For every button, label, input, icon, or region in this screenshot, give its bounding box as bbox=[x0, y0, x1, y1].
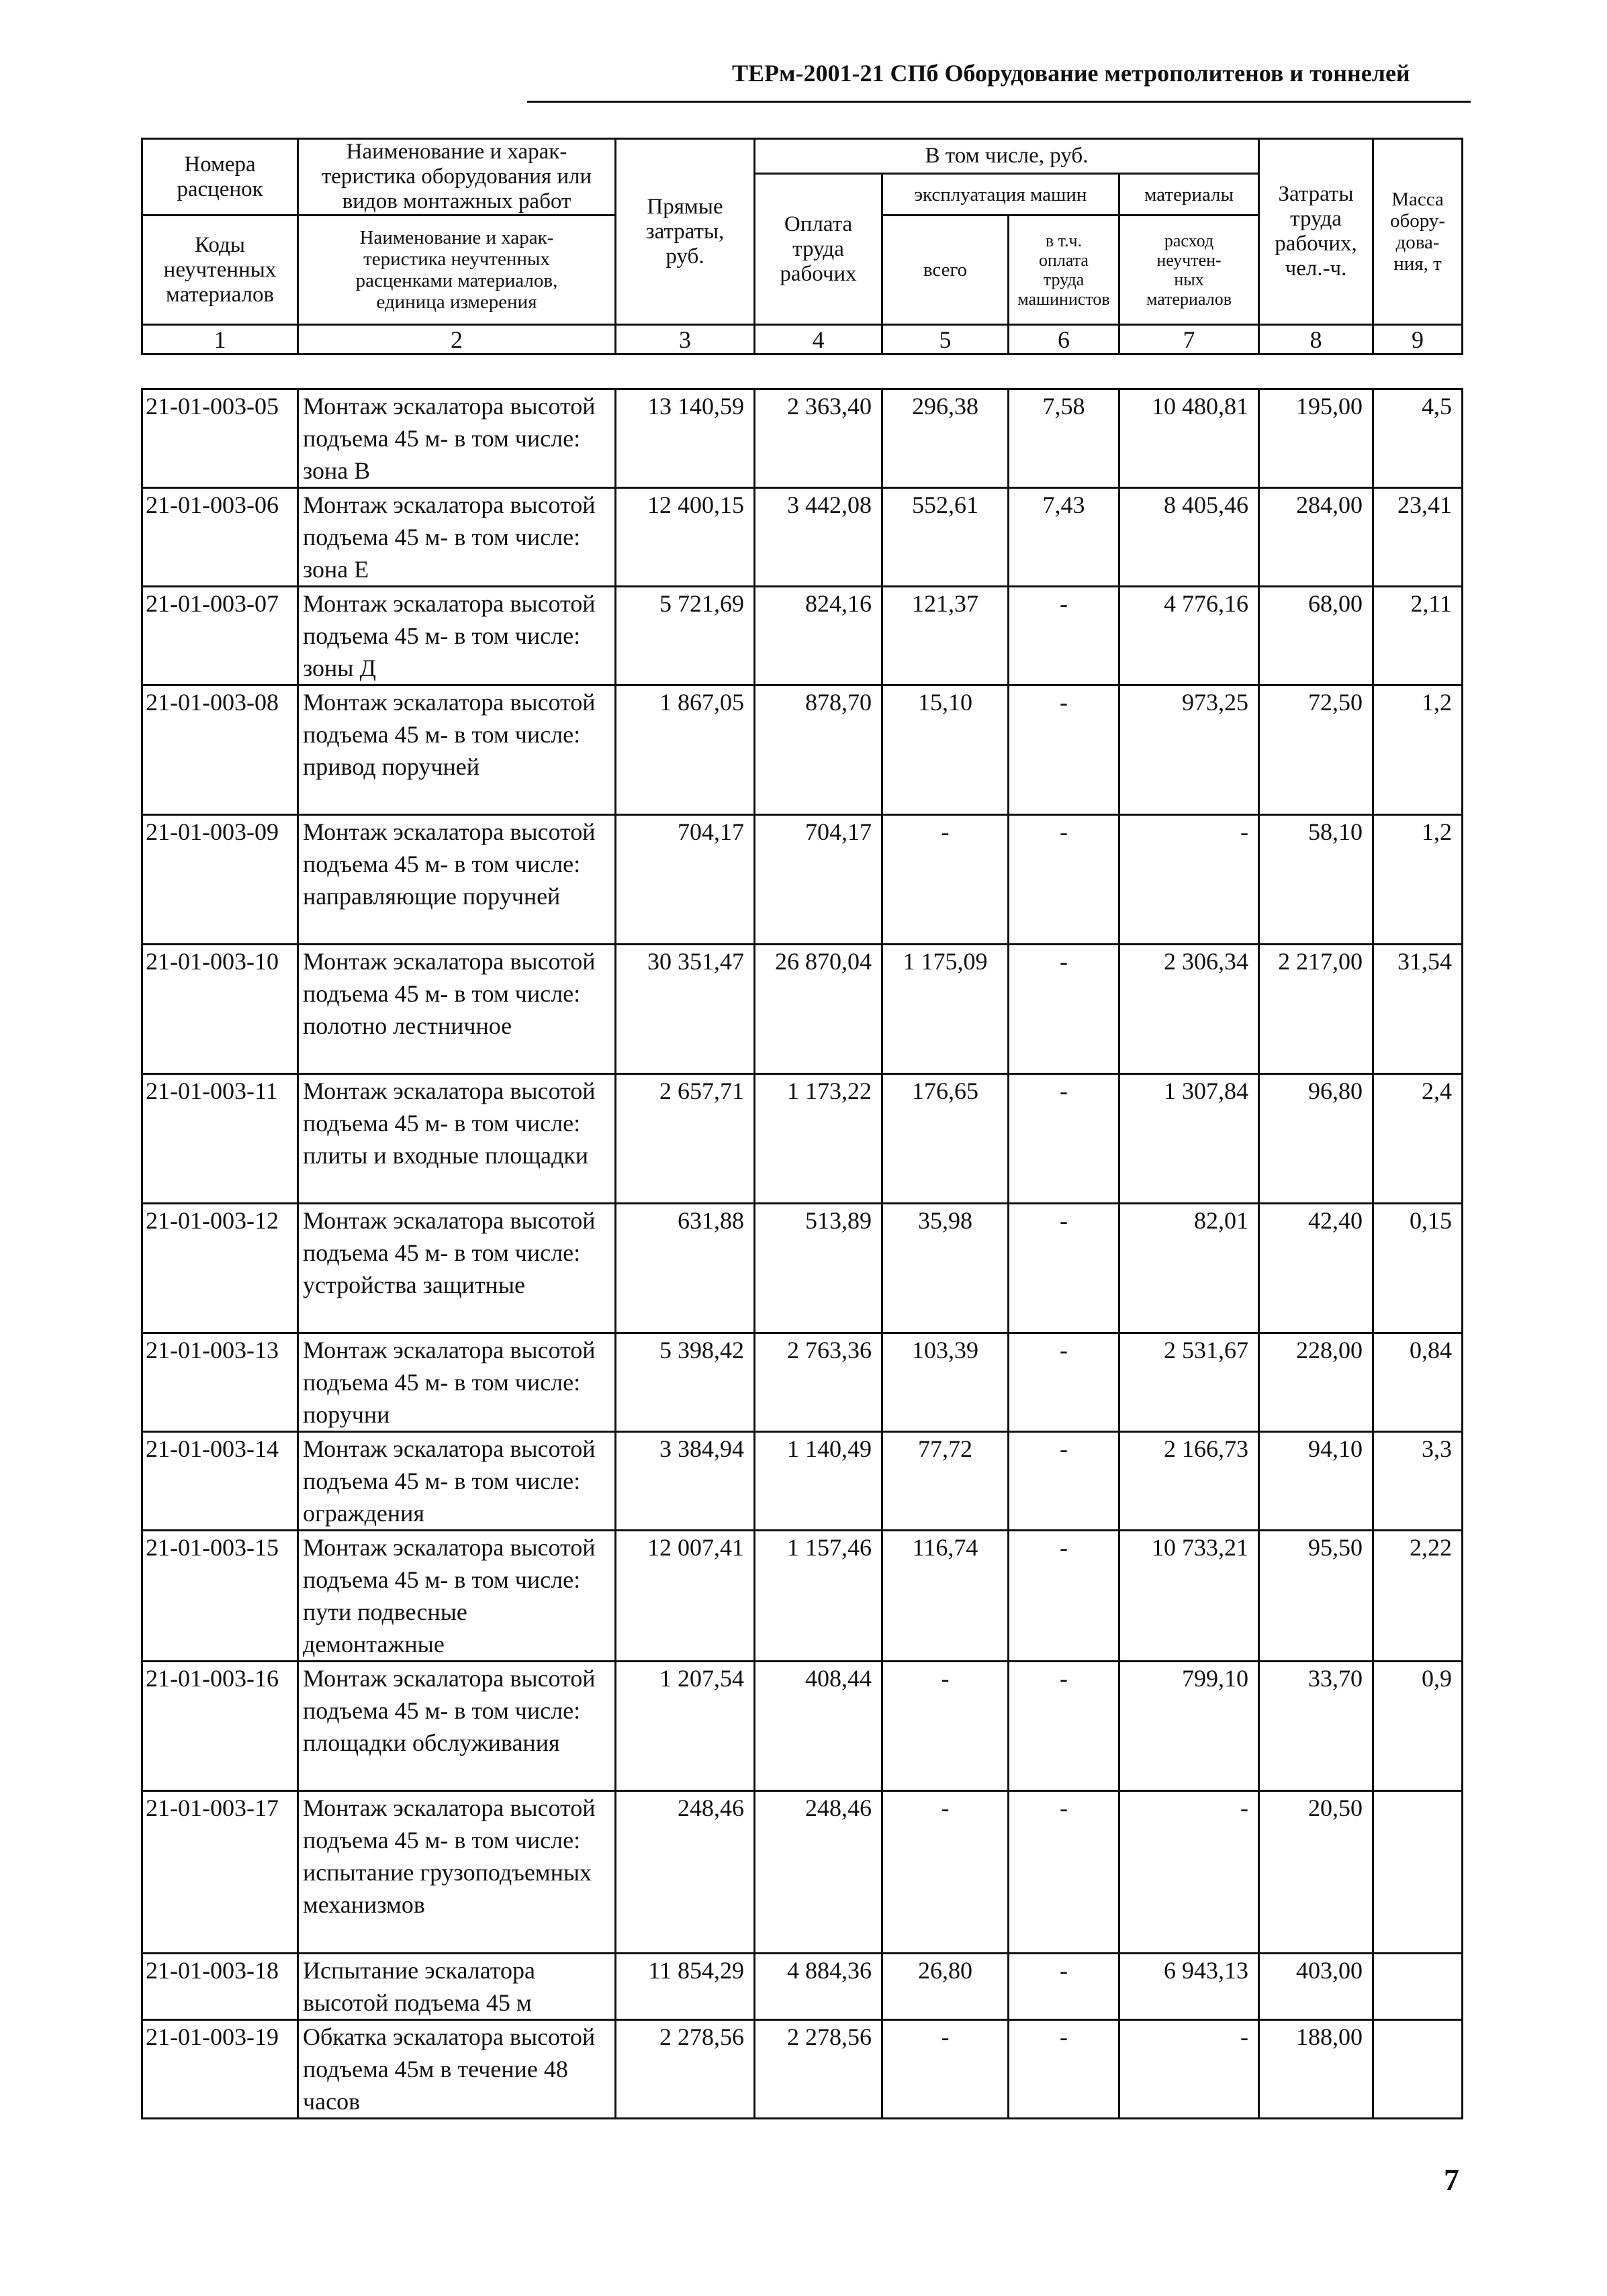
rate-code-cell: 21-01-003-08 bbox=[142, 685, 298, 815]
table-row bbox=[142, 1791, 1463, 1954]
work-name-cell: Монтаж эскалатора высотой подъема 45 м- в том числе: площадки обслуживания bbox=[298, 1662, 616, 1791]
work-name-cell: Монтаж эскалатора высотой подъема 45 м- в том числе: зона В bbox=[298, 389, 616, 488]
machines-total-cell: - bbox=[882, 1791, 1009, 1954]
direct-costs-cell: 248,46 bbox=[616, 1791, 755, 1954]
materials-cell: - bbox=[1119, 1791, 1259, 1954]
direct-costs-cell: 631,88 bbox=[616, 1204, 755, 1333]
labor-hours-cell: 195,00 bbox=[1259, 389, 1373, 488]
direct-costs-cell: 30 351,47 bbox=[616, 945, 755, 1074]
equipment-mass-cell: 31,54 bbox=[1373, 945, 1463, 1074]
table-row bbox=[142, 685, 1463, 815]
operators-pay-cell: - bbox=[1009, 945, 1119, 1074]
materials-cell: 2 306,34 bbox=[1119, 945, 1259, 1074]
machines-total-cell: 35,98 bbox=[882, 1204, 1009, 1333]
operators-pay-cell: - bbox=[1009, 1204, 1119, 1333]
labor-hours-cell: 228,00 bbox=[1259, 1333, 1373, 1432]
work-name-cell: Монтаж эскалатора высотой подъема 45 м- в том числе: полотно лестничное bbox=[298, 945, 616, 1074]
equipment-mass-cell: 1,2 bbox=[1373, 815, 1463, 945]
operators-pay-cell: 7,43 bbox=[1009, 488, 1119, 587]
materials-cell: 10 480,81 bbox=[1119, 389, 1259, 488]
col2-top-header: Наименование и харак- теристика оборудования или видов монтажных работ bbox=[298, 139, 616, 216]
rate-code-cell: 21-01-003-16 bbox=[142, 1662, 298, 1791]
table-row bbox=[142, 1333, 1463, 1432]
running-title: ТЕРм-2001-21 СПб Оборудование метрополитенов и тоннелей bbox=[732, 60, 1410, 87]
table-row bbox=[142, 1954, 1463, 2020]
labor-hours-cell: 42,40 bbox=[1259, 1204, 1373, 1333]
labor-hours-cell: 33,70 bbox=[1259, 1662, 1373, 1791]
materials-cell: 6 943,13 bbox=[1119, 1954, 1259, 2020]
col-number: 6 bbox=[1009, 325, 1119, 354]
machines-total-cell: 296,38 bbox=[882, 389, 1009, 488]
direct-costs-cell: 13 140,59 bbox=[616, 389, 755, 488]
labor-hours-cell: 68,00 bbox=[1259, 587, 1373, 685]
direct-costs-cell: 1 207,54 bbox=[616, 1662, 755, 1791]
labor-pay-cell: 1 140,49 bbox=[755, 1432, 882, 1531]
labor-hours-cell: 188,00 bbox=[1259, 2020, 1373, 2119]
direct-costs-cell: 12 400,15 bbox=[616, 488, 755, 587]
machines-total-cell: 121,37 bbox=[882, 587, 1009, 685]
materials-cell: 1 307,84 bbox=[1119, 1074, 1259, 1204]
equipment-mass-cell: 23,41 bbox=[1373, 488, 1463, 587]
labor-pay-cell: 248,46 bbox=[755, 1791, 882, 1954]
equipment-mass-cell: 1,2 bbox=[1373, 685, 1463, 815]
equipment-mass-cell: 0,9 bbox=[1373, 1662, 1463, 1791]
labor-pay-cell: 513,89 bbox=[755, 1204, 882, 1333]
work-name-cell: Испытание эскалатора высотой подъема 45 м bbox=[298, 1954, 616, 2020]
direct-costs-cell: 5 398,42 bbox=[616, 1333, 755, 1432]
machines-total-cell: 103,39 bbox=[882, 1333, 1009, 1432]
machines-total-cell: 116,74 bbox=[882, 1531, 1009, 1662]
table-row bbox=[142, 1531, 1463, 1662]
operators-pay-cell: - bbox=[1009, 587, 1119, 685]
machines-total-cell: - bbox=[882, 2020, 1009, 2119]
col-number: 5 bbox=[882, 325, 1009, 354]
materials-cell: 973,25 bbox=[1119, 685, 1259, 815]
table-row bbox=[142, 1074, 1463, 1204]
work-name-cell: Монтаж эскалатора высотой подъема 45 м- в том числе: пути подвесные демонтажные bbox=[298, 1531, 616, 1662]
machines-total-cell: 552,61 bbox=[882, 488, 1009, 587]
direct-costs-cell: 11 854,29 bbox=[616, 1954, 755, 2020]
operators-pay-cell: - bbox=[1009, 2020, 1119, 2119]
materials-cell: 799,10 bbox=[1119, 1662, 1259, 1791]
work-name-cell: Монтаж эскалатора высотой подъема 45 м- в том числе: устройства защитные bbox=[298, 1204, 616, 1333]
table-row bbox=[142, 815, 1463, 945]
labor-hours-cell: 96,80 bbox=[1259, 1074, 1373, 1204]
page-number: 7 bbox=[1444, 2162, 1459, 2197]
materials-cell: 4 776,16 bbox=[1119, 587, 1259, 685]
labor-pay-cell: 878,70 bbox=[755, 685, 882, 815]
col-number: 4 bbox=[755, 325, 882, 354]
title-rule bbox=[527, 101, 1471, 103]
col3-header: Прямые затраты, руб. bbox=[616, 139, 755, 325]
col1-top-header: Номера расценок bbox=[142, 139, 298, 216]
rate-code-cell: 21-01-003-13 bbox=[142, 1333, 298, 1432]
labor-hours-cell: 72,50 bbox=[1259, 685, 1373, 815]
col-number: 8 bbox=[1259, 325, 1373, 354]
materials-cell: 10 733,21 bbox=[1119, 1531, 1259, 1662]
labor-pay-cell: 1 157,46 bbox=[755, 1531, 882, 1662]
col2-bottom-header: Наименование и харак- теристика неучтенных расценками материалов, единица измерения bbox=[298, 216, 616, 325]
work-name-cell: Монтаж эскалатора высотой подъема 45 м- в том числе: зоны Д bbox=[298, 587, 616, 685]
direct-costs-cell: 12 007,41 bbox=[616, 1531, 755, 1662]
table-row bbox=[142, 1662, 1463, 1791]
operators-pay-cell: - bbox=[1009, 1074, 1119, 1204]
col7-header: расход неучтен- ных материалов bbox=[1119, 216, 1259, 325]
rate-code-cell: 21-01-003-12 bbox=[142, 1204, 298, 1333]
direct-costs-cell: 2 278,56 bbox=[616, 2020, 755, 2119]
direct-costs-cell: 5 721,69 bbox=[616, 587, 755, 685]
col6-header: в т.ч. оплата труда машинистов bbox=[1009, 216, 1119, 325]
work-name-cell: Монтаж эскалатора высотой подъема 45 м- в том числе: зона Е bbox=[298, 488, 616, 587]
materials-cell: - bbox=[1119, 815, 1259, 945]
machines-total-cell: 26,80 bbox=[882, 1954, 1009, 2020]
operators-pay-cell: - bbox=[1009, 1662, 1119, 1791]
labor-hours-cell: 284,00 bbox=[1259, 488, 1373, 587]
table-row bbox=[142, 587, 1463, 685]
rate-code-cell: 21-01-003-18 bbox=[142, 1954, 298, 2020]
materials-cell: 2 166,73 bbox=[1119, 1432, 1259, 1531]
col8-header: Затраты труда рабочих, чел.-ч. bbox=[1259, 139, 1373, 325]
materials-cell: 8 405,46 bbox=[1119, 488, 1259, 587]
labor-pay-cell: 824,16 bbox=[755, 587, 882, 685]
rate-code-cell: 21-01-003-11 bbox=[142, 1074, 298, 1204]
work-name-cell: Монтаж эскалатора высотой подъема 45 м- в том числе: испытание грузоподъемных механизмов bbox=[298, 1791, 616, 1954]
rate-code-cell: 21-01-003-06 bbox=[142, 488, 298, 587]
labor-hours-cell: 58,10 bbox=[1259, 815, 1373, 945]
table-row bbox=[142, 1204, 1463, 1333]
col-number: 9 bbox=[1373, 325, 1463, 354]
machines-total-cell: - bbox=[882, 1662, 1009, 1791]
work-name-cell: Монтаж эскалатора высотой подъема 45 м- в том числе: ограждения bbox=[298, 1432, 616, 1531]
operators-pay-cell: - bbox=[1009, 685, 1119, 815]
machines-total-cell: 1 175,09 bbox=[882, 945, 1009, 1074]
machines-total-cell: 15,10 bbox=[882, 685, 1009, 815]
rate-code-cell: 21-01-003-15 bbox=[142, 1531, 298, 1662]
table-row bbox=[142, 945, 1463, 1074]
col-number: 3 bbox=[616, 325, 755, 354]
table-header bbox=[141, 138, 1463, 355]
labor-pay-cell: 2 278,56 bbox=[755, 2020, 882, 2119]
col-number: 7 bbox=[1119, 325, 1259, 354]
col-number: 1 bbox=[142, 325, 298, 354]
rate-code-cell: 21-01-003-14 bbox=[142, 1432, 298, 1531]
equipment-mass-cell: 0,15 bbox=[1373, 1204, 1463, 1333]
direct-costs-cell: 704,17 bbox=[616, 815, 755, 945]
table-row bbox=[142, 389, 1463, 488]
operators-pay-cell: - bbox=[1009, 1954, 1119, 2020]
materials-cell: 2 531,67 bbox=[1119, 1333, 1259, 1432]
equipment-mass-cell bbox=[1373, 1954, 1463, 2020]
rate-code-cell: 21-01-003-17 bbox=[142, 1791, 298, 1954]
col9-header: Масса обору- дова- ния, т bbox=[1373, 139, 1463, 325]
operators-pay-cell: - bbox=[1009, 1531, 1119, 1662]
direct-costs-cell: 1 867,05 bbox=[616, 685, 755, 815]
equipment-mass-cell: 2,4 bbox=[1373, 1074, 1463, 1204]
equipment-mass-cell bbox=[1373, 1791, 1463, 1954]
labor-pay-cell: 704,17 bbox=[755, 815, 882, 945]
labor-hours-cell: 403,00 bbox=[1259, 1954, 1373, 2020]
work-name-cell: Обкатка эскалатора высотой подъема 45м в течение 48 часов bbox=[298, 2020, 616, 2119]
work-name-cell: Монтаж эскалатора высотой подъема 45 м- в том числе: направляющие поручней bbox=[298, 815, 616, 945]
direct-costs-cell: 2 657,71 bbox=[616, 1074, 755, 1204]
labor-hours-cell: 2 217,00 bbox=[1259, 945, 1373, 1074]
rate-code-cell: 21-01-003-10 bbox=[142, 945, 298, 1074]
labor-pay-cell: 2 763,36 bbox=[755, 1333, 882, 1432]
labor-pay-cell: 3 442,08 bbox=[755, 488, 882, 587]
work-name-cell: Монтаж эскалатора высотой подъема 45 м- в том числе: привод поручней bbox=[298, 685, 616, 815]
table-row bbox=[142, 1432, 1463, 1531]
machines-total-cell: - bbox=[882, 815, 1009, 945]
rate-code-cell: 21-01-003-09 bbox=[142, 815, 298, 945]
col-number: 2 bbox=[298, 325, 616, 354]
machines-header: эксплуатация машин bbox=[882, 174, 1119, 216]
equipment-mass-cell bbox=[1373, 2020, 1463, 2119]
col1-bottom-header: Коды неучтенных материалов bbox=[142, 216, 298, 325]
labor-pay-cell: 1 173,22 bbox=[755, 1074, 882, 1204]
labor-pay-cell: 26 870,04 bbox=[755, 945, 882, 1074]
machines-total-cell: 176,65 bbox=[882, 1074, 1009, 1204]
operators-pay-cell: - bbox=[1009, 1333, 1119, 1432]
equipment-mass-cell: 2,11 bbox=[1373, 587, 1463, 685]
group-header: В том числе, руб. bbox=[755, 139, 1259, 174]
machines-total-cell: 77,72 bbox=[882, 1432, 1009, 1531]
operators-pay-cell: 7,58 bbox=[1009, 389, 1119, 488]
work-name-cell: Монтаж эскалатора высотой подъема 45 м- в том числе: поручни bbox=[298, 1333, 616, 1432]
table-row bbox=[142, 2020, 1463, 2119]
price-table bbox=[141, 388, 1463, 2119]
labor-pay-cell: 408,44 bbox=[755, 1662, 882, 1791]
labor-pay-cell: 2 363,40 bbox=[755, 389, 882, 488]
materials-header: материалы bbox=[1119, 174, 1259, 216]
equipment-mass-cell: 0,84 bbox=[1373, 1333, 1463, 1432]
col4-header: Оплата труда рабочих bbox=[755, 174, 882, 325]
equipment-mass-cell: 3,3 bbox=[1373, 1432, 1463, 1531]
work-name-cell: Монтаж эскалатора высотой подъема 45 м- в том числе: плиты и входные площадки bbox=[298, 1074, 616, 1204]
equipment-mass-cell: 4,5 bbox=[1373, 389, 1463, 488]
labor-hours-cell: 95,50 bbox=[1259, 1531, 1373, 1662]
rate-code-cell: 21-01-003-07 bbox=[142, 587, 298, 685]
table-row bbox=[142, 488, 1463, 587]
materials-cell: - bbox=[1119, 2020, 1259, 2119]
col5-header: всего bbox=[882, 216, 1009, 325]
rate-code-cell: 21-01-003-19 bbox=[142, 2020, 298, 2119]
rate-code-cell: 21-01-003-05 bbox=[142, 389, 298, 488]
operators-pay-cell: - bbox=[1009, 1432, 1119, 1531]
direct-costs-cell: 3 384,94 bbox=[616, 1432, 755, 1531]
operators-pay-cell: - bbox=[1009, 815, 1119, 945]
labor-hours-cell: 20,50 bbox=[1259, 1791, 1373, 1954]
equipment-mass-cell: 2,22 bbox=[1373, 1531, 1463, 1662]
operators-pay-cell: - bbox=[1009, 1791, 1119, 1954]
price-table-body bbox=[142, 389, 1463, 2119]
materials-cell: 82,01 bbox=[1119, 1204, 1259, 1333]
labor-pay-cell: 4 884,36 bbox=[755, 1954, 882, 2020]
labor-hours-cell: 94,10 bbox=[1259, 1432, 1373, 1531]
